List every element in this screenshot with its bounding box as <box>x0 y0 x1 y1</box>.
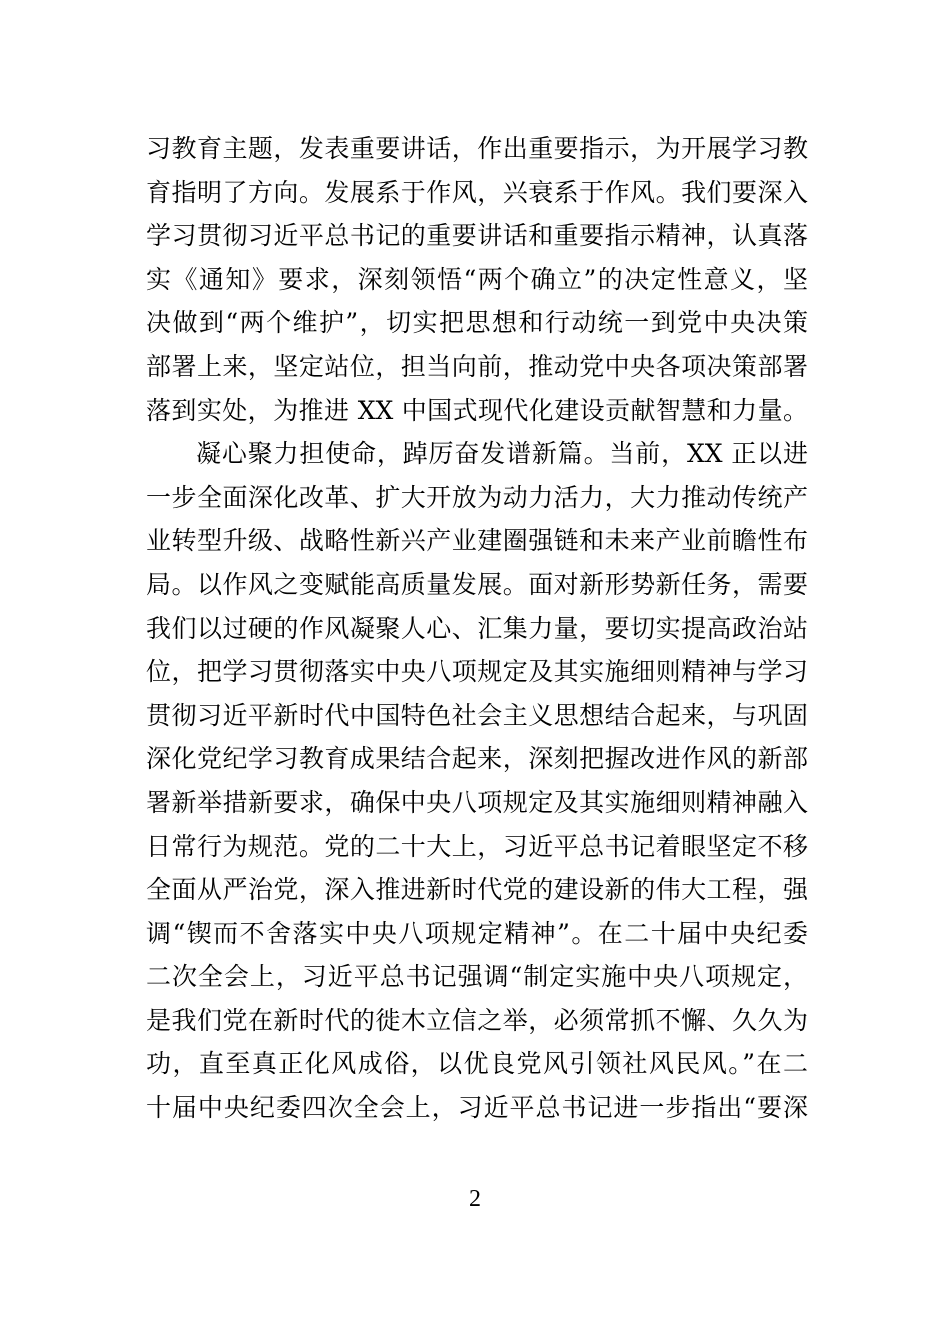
text-line: 贯彻习近平新时代中国特色社会主义思想结合起来，与巩固 <box>146 700 808 730</box>
text-line: 我们以过硬的作风凝聚人心、汇集力量，要切实提高政治站 <box>146 613 808 643</box>
text-line: 部署上来，坚定站位，担当向前，推动党中央各项决策部署 <box>146 351 808 381</box>
paragraph-2 <box>146 432 808 1130</box>
text-line: 是我们党在新时代的徙木立信之举，必须常抓不懈、久久为 <box>146 1005 808 1035</box>
text-line: 全面从严治党，深入推进新时代党的建设新的伟大工程，强 <box>146 875 808 905</box>
text-line: 局。以作风之变赋能高质量发展。面对新形势新任务，需要 <box>146 569 808 599</box>
text-line: 功，直至真正化风成俗，以优良党风引领社风民风。”在二 <box>146 1049 808 1079</box>
text-line: 决做到“两个维护”，切实把思想和行动统一到党中央决策 <box>146 308 808 338</box>
body-text <box>146 127 808 1130</box>
text-line: 二次全会上，习近平总书记强调“制定实施中央八项规定， <box>146 962 808 992</box>
text-line: 位，把学习贯彻落实中央八项规定及其实施细则精神与学习 <box>146 657 808 687</box>
text-line: 深化党纪学习教育成果结合起来，深刻把握改进作风的新部 <box>146 744 808 774</box>
text-line: 习教育主题，发表重要讲话，作出重要指示，为开展学习教 <box>146 134 808 163</box>
text-line: 调“锲而不舍落实中央八项规定精神”。在二十届中央纪委 <box>146 918 808 948</box>
text-line: 实《通知》要求，深刻领悟“两个确立”的决定性意义，坚 <box>146 264 808 294</box>
text-line: 育指明了方向。发展系于作风，兴衰系于作风。我们要深入 <box>146 177 808 207</box>
text-line: 凝心聚力担使命，踔厉奋发谱新篇。当前，XX 正以进 <box>196 439 808 469</box>
text-line: 日常行为规范。党的二十大上，习近平总书记着眼坚定不移 <box>146 831 808 861</box>
page-number: 2 <box>469 1186 481 1212</box>
text-line: 一步全面深化改革、扩大开放为动力活力，大力推动传统产 <box>146 482 808 512</box>
text-line: 学习贯彻习近平总书记的重要讲话和重要指示精神，认真落 <box>146 221 808 251</box>
text-line: 十届中央纪委四次全会上，习近平总书记进一步指出“要深 <box>146 1093 808 1123</box>
text-line: 业转型升级、战略性新兴产业建圈强链和未来产业前瞻性布 <box>146 526 808 556</box>
paragraph-1 <box>146 127 808 432</box>
text-line: 署新举措新要求，确保中央八项规定及其实施细则精神融入 <box>146 787 808 817</box>
text-line: 落到实处，为推进 XX 中国式现代化建设贡献智慧和力量。 <box>146 395 808 425</box>
